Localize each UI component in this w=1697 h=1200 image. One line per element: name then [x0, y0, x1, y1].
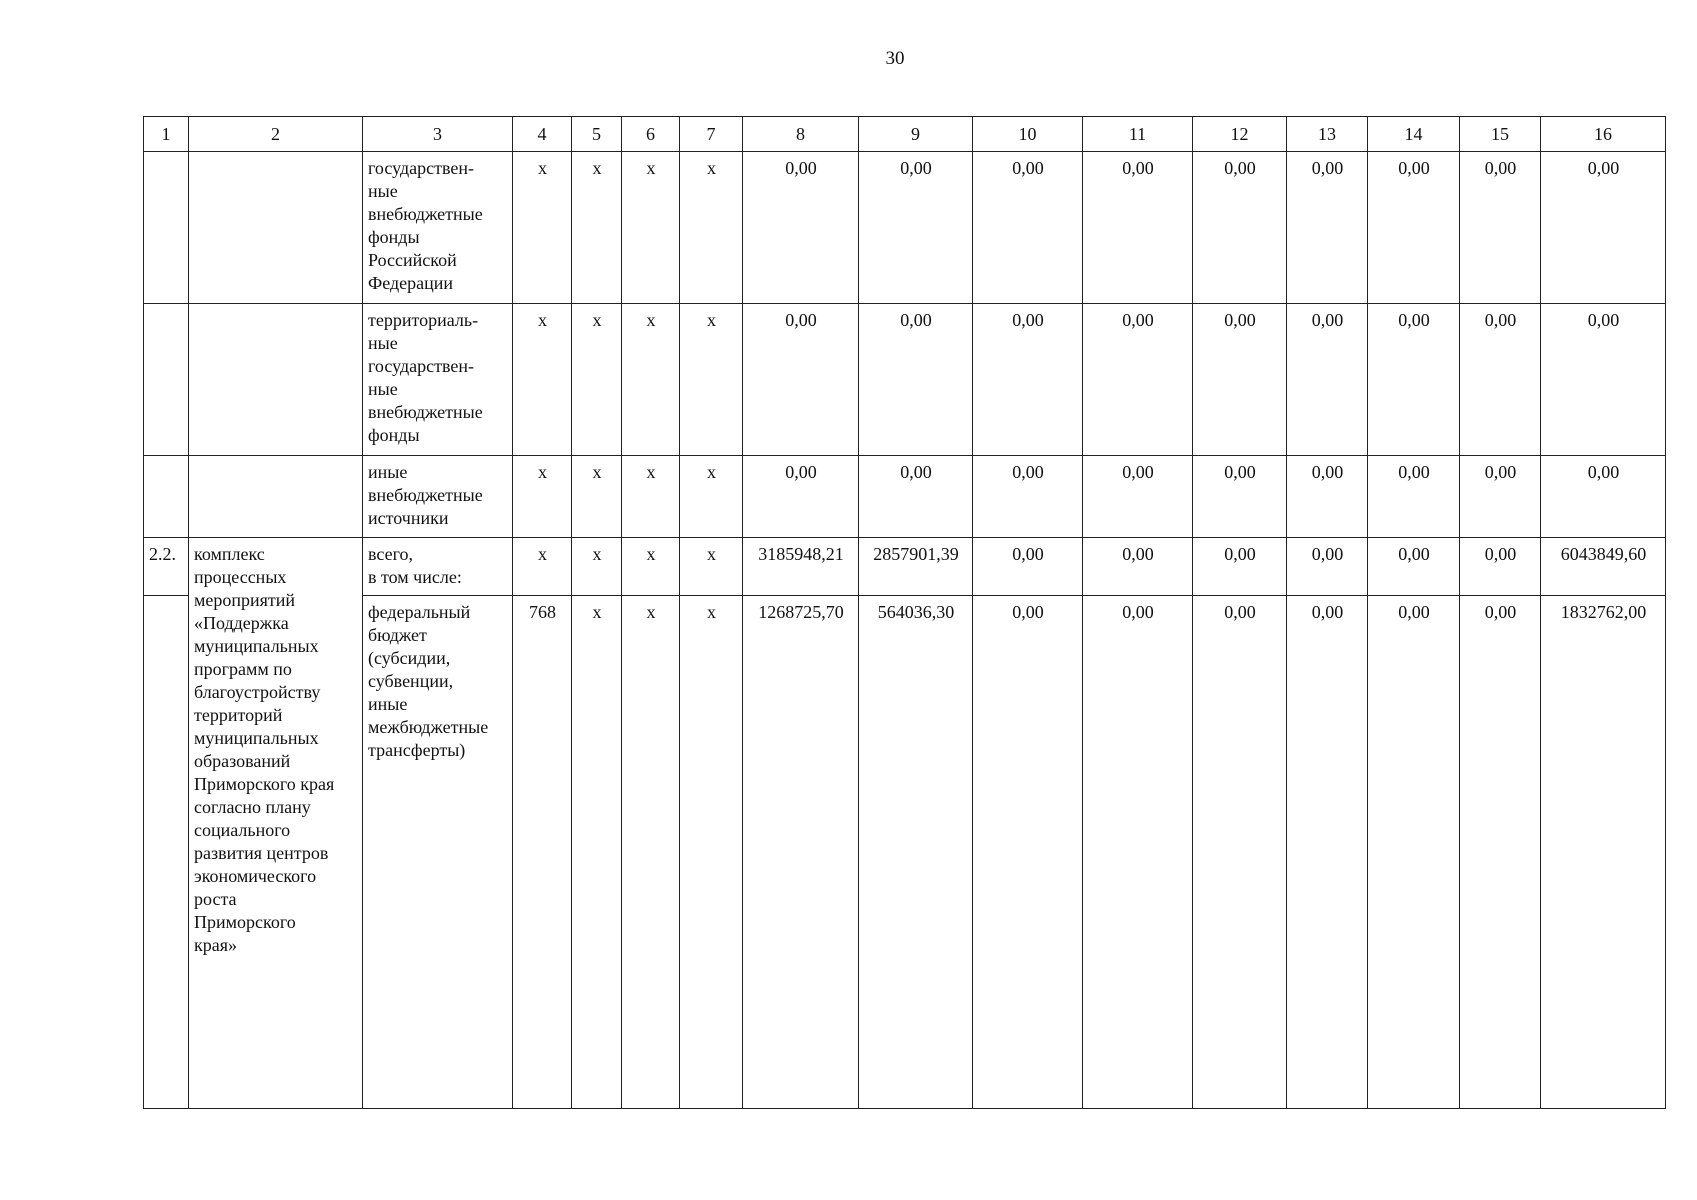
column-number: 7: [680, 117, 743, 152]
code-cell: х: [572, 304, 622, 456]
table-row: [144, 596, 1666, 1109]
code-cell: 768: [513, 596, 572, 1109]
code-cell: х: [680, 538, 743, 596]
code-cell: х: [680, 456, 743, 538]
value-cell: 0,00: [1083, 456, 1193, 538]
item-number-cell: 2.2.: [144, 538, 189, 596]
value-cell: 0,00: [973, 304, 1083, 456]
code-cell: х: [622, 304, 680, 456]
value-cell: 0,00: [1368, 304, 1460, 456]
total-cell: 0,00: [1541, 456, 1666, 538]
column-number: 14: [1368, 117, 1460, 152]
total-cell: 0,00: [1541, 152, 1666, 304]
funding-source-cell: государствен- ные внебюджетные фонды Российской Федерации: [363, 152, 513, 304]
code-cell: х: [513, 152, 572, 304]
column-number: 4: [513, 117, 572, 152]
table-row: [144, 456, 1666, 538]
column-number-row: [144, 117, 1666, 152]
value-cell: 0,00: [1287, 152, 1368, 304]
funding-source-cell: всего, в том числе:: [363, 538, 513, 596]
value-cell: 0,00: [859, 456, 973, 538]
value-cell: 0,00: [1460, 152, 1541, 304]
code-cell: х: [622, 152, 680, 304]
code-cell: х: [622, 456, 680, 538]
total-cell: 1832762,00: [1541, 596, 1666, 1109]
value-cell: 0,00: [1287, 538, 1368, 596]
column-number: 10: [973, 117, 1083, 152]
value-cell: 0,00: [1287, 596, 1368, 1109]
item-name-cell: [189, 456, 363, 538]
item-name-cell: [189, 152, 363, 304]
value-cell: 0,00: [1083, 538, 1193, 596]
value-cell: 0,00: [1287, 456, 1368, 538]
total-cell: 0,00: [1541, 304, 1666, 456]
value-cell: 0,00: [743, 456, 859, 538]
value-cell: 0,00: [743, 152, 859, 304]
column-number: 16: [1541, 117, 1666, 152]
value-cell: 0,00: [973, 152, 1083, 304]
code-cell: х: [680, 152, 743, 304]
value-cell: 0,00: [1368, 596, 1460, 1109]
value-cell: 0,00: [1287, 304, 1368, 456]
column-number: 5: [572, 117, 622, 152]
table-row: [144, 538, 1666, 596]
item-number-cell: [144, 596, 189, 1109]
value-cell: 0,00: [1193, 152, 1287, 304]
value-cell: 0,00: [859, 304, 973, 456]
value-cell: 0,00: [1368, 538, 1460, 596]
code-cell: х: [572, 152, 622, 304]
value-cell: 0,00: [1193, 596, 1287, 1109]
value-cell: 0,00: [973, 456, 1083, 538]
value-cell: 0,00: [1193, 456, 1287, 538]
item-name-cell: комплекс процессных мероприятий «Поддержка муниципальных программ по благоустройству территорий муниципальных образований Приморского края согласно плану социального развития центров экономического роста Приморского края»: [189, 538, 363, 1109]
column-number: 15: [1460, 117, 1541, 152]
value-cell: 2857901,39: [859, 538, 973, 596]
code-cell: х: [572, 538, 622, 596]
column-number: 11: [1083, 117, 1193, 152]
value-cell: 0,00: [1368, 456, 1460, 538]
value-cell: 0,00: [1083, 596, 1193, 1109]
value-cell: 0,00: [1460, 304, 1541, 456]
item-number-cell: [144, 456, 189, 538]
column-number: 12: [1193, 117, 1287, 152]
code-cell: х: [572, 456, 622, 538]
value-cell: 0,00: [743, 304, 859, 456]
value-cell: 0,00: [1193, 304, 1287, 456]
value-cell: 0,00: [973, 596, 1083, 1109]
item-name-cell: [189, 304, 363, 456]
item-number-cell: [144, 304, 189, 456]
code-cell: х: [680, 304, 743, 456]
column-number: 1: [144, 117, 189, 152]
code-cell: х: [513, 456, 572, 538]
table-row: [144, 152, 1666, 304]
value-cell: 0,00: [1083, 152, 1193, 304]
table-row: [144, 304, 1666, 456]
value-cell: 0,00: [1083, 304, 1193, 456]
item-number-cell: [144, 152, 189, 304]
code-cell: х: [622, 596, 680, 1109]
column-number: 8: [743, 117, 859, 152]
funding-source-cell: иные внебюджетные источники: [363, 456, 513, 538]
value-cell: 0,00: [973, 538, 1083, 596]
value-cell: 0,00: [859, 152, 973, 304]
column-number: 2: [189, 117, 363, 152]
column-number: 3: [363, 117, 513, 152]
funding-source-cell: федеральный бюджет (субсидии, субвенции, иные межбюджетные трансферты): [363, 596, 513, 1109]
value-cell: 0,00: [1368, 152, 1460, 304]
value-cell: 0,00: [1193, 538, 1287, 596]
code-cell: х: [680, 596, 743, 1109]
value-cell: 0,00: [1460, 538, 1541, 596]
column-number: 6: [622, 117, 680, 152]
page-number: 30: [885, 48, 905, 69]
funding-source-cell: территориаль- ные государствен- ные внебюджетные фонды: [363, 304, 513, 456]
value-cell: 0,00: [1460, 596, 1541, 1109]
column-number: 13: [1287, 117, 1368, 152]
code-cell: х: [572, 596, 622, 1109]
value-cell: 3185948,21: [743, 538, 859, 596]
budget-table: [143, 116, 1666, 1109]
code-cell: х: [622, 538, 680, 596]
value-cell: 0,00: [1460, 456, 1541, 538]
code-cell: х: [513, 304, 572, 456]
column-number: 9: [859, 117, 973, 152]
value-cell: 564036,30: [859, 596, 973, 1109]
total-cell: 6043849,60: [1541, 538, 1666, 596]
value-cell: 1268725,70: [743, 596, 859, 1109]
code-cell: х: [513, 538, 572, 596]
